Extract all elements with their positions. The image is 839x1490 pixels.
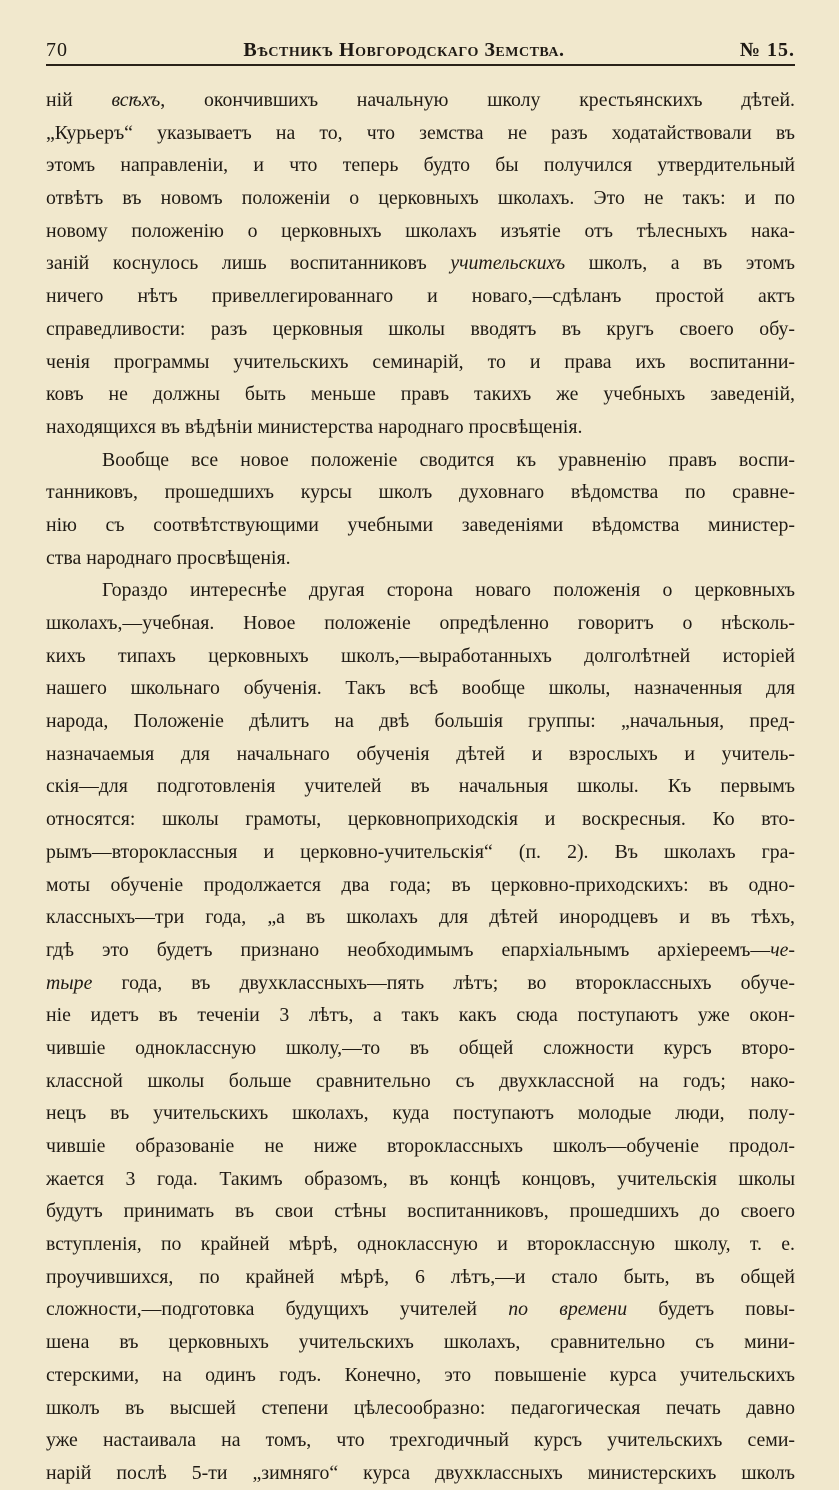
text-line	[46, 280, 795, 313]
italic-text: по времени	[508, 1298, 628, 1321]
text-line	[46, 803, 795, 836]
italic-text: всѣхъ	[111, 89, 161, 111]
italic-text: че-	[770, 938, 795, 961]
text-segment: ній	[46, 89, 112, 111]
text-line	[46, 215, 795, 248]
text-line	[46, 1228, 795, 1261]
text-line	[46, 607, 795, 640]
issue-number: № 15.	[739, 39, 795, 61]
text-line	[46, 901, 795, 934]
text-segment: уже настаивала на томъ, что трехгодичный курсъ учительскихъ семи-	[46, 1429, 795, 1452]
text-line	[46, 84, 795, 117]
text-segment: ніе идетъ въ теченіи 3 лѣтъ, а такъ какъ сюда поступаютъ уже окон-	[46, 1004, 795, 1027]
text-line	[46, 476, 795, 509]
text-segment: ковъ не должны быть меньше правъ такихъ же учебныхъ заведеній,	[46, 383, 795, 406]
text-segment: новому положенію о церковныхъ школахъ изъятіе отъ тѣлесныхъ нака-	[46, 219, 795, 242]
text-line	[46, 542, 795, 575]
text-line	[46, 999, 795, 1032]
text-line	[46, 1130, 795, 1163]
text-segment: жается 3 года. Такимъ образомъ, въ концѣ концовъ, учительскія школы	[46, 1167, 795, 1190]
running-header	[46, 30, 795, 66]
text-segment: школъ, а въ этомъ	[565, 252, 795, 275]
text-line	[46, 1195, 795, 1228]
text-segment: будетъ повы-	[627, 1298, 795, 1321]
text-line	[46, 1261, 795, 1294]
text-segment: года, въ двухклассныхъ—пять лѣтъ; во второклассныхъ обуче-	[92, 971, 795, 994]
text-segment: вступленія, по крайней мѣрѣ, одноклассную и второклассную школу, т. е.	[46, 1233, 795, 1256]
paragraph	[46, 574, 795, 1489]
text-line	[46, 313, 795, 346]
text-segment: „Курьеръ“ указываетъ на то, что земства не разъ ходатайствовали въ	[46, 121, 795, 144]
page-number: 70	[46, 39, 68, 61]
text-segment: этомъ направленіи, и что теперь будто бы получился утвердительный	[46, 154, 795, 177]
text-segment: стерскими, на одинъ годъ. Конечно, это повышеніе курса учительскихъ	[46, 1363, 795, 1386]
text-line	[46, 247, 795, 280]
text-line	[46, 934, 795, 967]
text-line	[46, 869, 795, 902]
text-line	[46, 1424, 795, 1457]
italic-text: учительскихъ	[450, 252, 566, 275]
text-line	[46, 1032, 795, 1065]
text-segment: народа, Положеніе дѣлитъ на двѣ большія группы: „начальныя, пред-	[46, 710, 795, 733]
text-segment: классныхъ—три года, „а въ школахъ для дѣтей инородцевъ и въ тѣхъ,	[46, 906, 795, 929]
text-segment: рымъ—второклассныя и церковно-учительскія“ (п. 2). Въ школахъ гра-	[46, 840, 795, 863]
text-segment: моты обученіе продолжается два года; въ церковно-приходскихъ: въ одно-	[46, 873, 795, 896]
text-line	[46, 1392, 795, 1425]
text-segment: кихъ типахъ церковныхъ школъ,—выработанныхъ долголѣтней исторіей	[46, 644, 795, 667]
text-line	[46, 378, 795, 411]
text-segment: шена въ церковныхъ учительскихъ школахъ, сравнительно съ мини-	[46, 1331, 795, 1354]
text-line	[46, 1359, 795, 1392]
text-segment: ства народнаго просвѣщенія.	[46, 546, 291, 569]
text-line	[46, 705, 795, 738]
text-segment: Вообще все новое положеніе сводится къ уравненію правъ воспи-	[102, 448, 795, 471]
text-line	[46, 967, 795, 1000]
text-segment: ченія программы учительскихъ семинарій, то и права ихъ воспитанни-	[46, 350, 795, 373]
text-segment: классной школы больше сравнительно съ двухклассной на годъ; нако-	[46, 1069, 795, 1092]
text-line	[46, 1326, 795, 1359]
text-segment: сложности,—подготовка будущихъ учителей	[46, 1298, 509, 1321]
text-line	[46, 770, 795, 803]
text-line	[46, 346, 795, 379]
text-segment: отвѣтъ въ новомъ положеніи о церковныхъ школахъ. Это не такъ: и по	[46, 187, 795, 210]
text-segment: нію съ соотвѣтствующими учебными заведеніями вѣдомства министер-	[46, 513, 795, 536]
text-segment: будутъ принимать въ свои стѣны воспитанниковъ, прошедшихъ до своего	[46, 1200, 795, 1223]
text-segment: назначаемыя для начальнаго обученія дѣтей и взрослыхъ и учитель-	[46, 742, 795, 765]
text-segment: находящихся въ вѣдѣніи министерства народнаго просвѣщенія.	[46, 415, 583, 438]
text-segment: нашего школьнаго обученія. Такъ всѣ вообще школы, назначенныя для	[46, 677, 795, 700]
text-line	[46, 672, 795, 705]
text-segment: чившіе одноклассную школу,—то въ общей сложности курсъ второ-	[46, 1036, 795, 1059]
text-line	[46, 574, 795, 607]
text-line	[46, 509, 795, 542]
text-line	[46, 640, 795, 673]
article-body	[46, 84, 795, 1490]
text-segment: скія—для подготовленія учителей въ начальныя школы. Къ первымъ	[46, 775, 795, 798]
text-segment: нарій послѣ 5-ти „зимняго“ курса двухклассныхъ министерскихъ школъ	[46, 1461, 795, 1484]
text-line	[46, 1097, 795, 1130]
text-segment: Гораздо интереснѣе другая сторона новаго положенія о церковныхъ	[102, 579, 795, 602]
text-line	[46, 117, 795, 150]
paragraph	[46, 444, 795, 575]
text-segment: заній коснулось лишь воспитанниковъ	[46, 252, 451, 275]
text-line	[46, 444, 795, 477]
text-segment: относятся: школы грамоты, церковноприходскія и воскресныя. Ко вто-	[46, 808, 795, 831]
text-segment: школахъ,—учебная. Новое положеніе опредѣленно говоритъ о нѣсколь-	[46, 612, 795, 634]
italic-text: тыре	[46, 971, 93, 994]
text-segment: справедливости: разъ церковныя школы вводятъ въ кругъ своего обу-	[46, 317, 795, 340]
text-segment: , окончившихъ начальную школу крестьянскихъ дѣтей.	[160, 89, 795, 111]
text-segment: чившіе образованіе не ниже второклассныхъ школъ—обученіе продол-	[46, 1135, 795, 1157]
text-line	[46, 738, 795, 771]
text-segment: школъ въ высшей степени цѣлесообразно: педагогическая печать давно	[46, 1396, 795, 1419]
paragraph	[46, 84, 795, 444]
text-line	[46, 411, 795, 444]
text-line	[46, 182, 795, 215]
text-segment: проучившихся, по крайней мѣрѣ, 6 лѣтъ,—и стало быть, въ общей	[46, 1265, 795, 1288]
text-segment: танниковъ, прошедшихъ курсы школъ духовнаго вѣдомства по сравне-	[46, 481, 795, 504]
text-segment: нецъ въ учительскихъ школахъ, куда поступаютъ молодые люди, полу-	[46, 1102, 795, 1125]
text-segment: ничего нѣтъ привеллегированнаго и новаго,—сдѣланъ простой актъ	[46, 285, 795, 308]
text-line	[46, 1163, 795, 1196]
journal-title: Вѣстникъ Новгородскаго Земства.	[243, 39, 565, 61]
text-line	[46, 836, 795, 869]
text-line	[46, 149, 795, 182]
text-segment: гдѣ это будетъ признано необходимымъ епархіальнымъ архіереемъ—	[46, 938, 771, 961]
text-line	[46, 1293, 795, 1326]
text-line	[46, 1065, 795, 1098]
text-line	[46, 1457, 795, 1490]
